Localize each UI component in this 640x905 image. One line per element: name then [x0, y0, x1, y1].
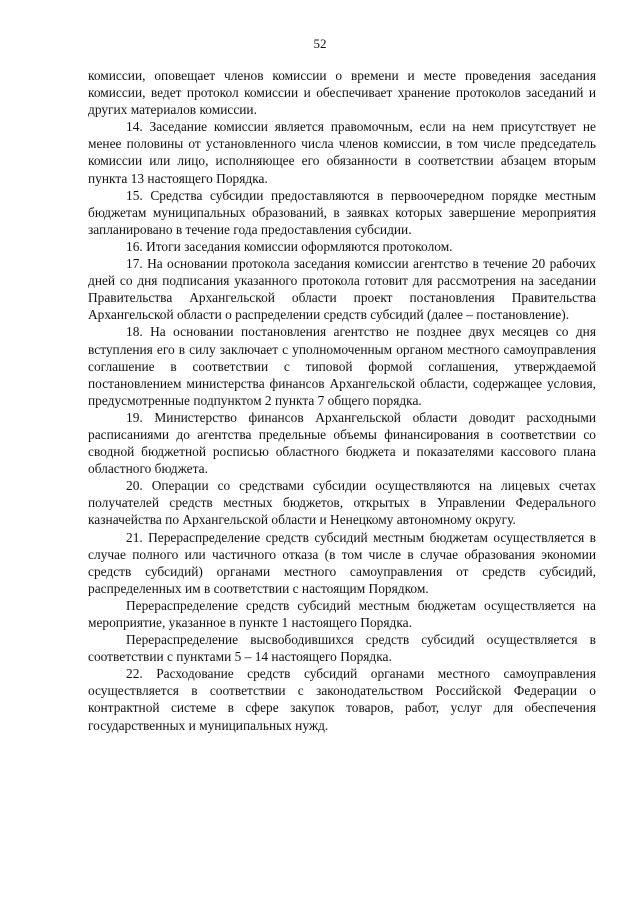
paragraph-21-part-3: Перераспределение высвободившихся средств субсидий осуществляется в соответствии с пунктами 5 – 14 настоящего Порядка.	[88, 632, 596, 665]
paragraph-18: 18. На основании постановления агентство не позднее двух месяцев со дня вступления его в силу заключает с уполномоченным органом местного самоуправления соглашение в соответствии с типовой формой соглашения, утверждаемой постановлением министерства финансов Архангельской области, содержащее условия, предусмотренные подпунктом 2 пункта 7 общего порядка.	[88, 324, 596, 408]
paragraph-17: 17. На основании протокола заседания комиссии агентство в течение 20 рабочих дней со дня подписания указанного протокола готовит для рассмотрения на заседании Правительства Архангельской области проект постановления Правительства Архангельской области о распределении средств субсидий (далее – постановление).	[88, 256, 596, 323]
paragraph-continuation: комиссии, оповещает членов комиссии о времени и месте проведения заседания комиссии, ведет протокол комиссии и обеспечивает хранение протоколов заседаний и других материалов комиссии.	[88, 68, 596, 118]
paragraph-22: 22. Расходование средств субсидий органами местного самоуправления осуществляется в соответствии с законодательством Российской Федерации о контрактной системе в сфере закупок товаров, работ, услуг для обеспечения государственных и муниципальных нужд.	[88, 666, 596, 733]
paragraph-20: 20. Операции со средствами субсидии осуществляются на лицевых счетах получателей средств местных бюджетов, открытых в Управлении Федерального казначейства по Архангельской области и Ненецкому автономному округу.	[88, 478, 596, 528]
paragraph-21-part-2: Перераспределение средств субсидий местным бюджетам осуществляется на мероприятие, указанное в пункте 1 настоящего Порядка.	[88, 597, 596, 630]
document-body	[88, 67, 596, 734]
paragraph-21: 21. Перераспределение средств субсидий местным бюджетам осуществляется в случае полного или частичного отказа (в том числе в случае образования экономии средств субсидий) органами местного самоуправления от средств субсидий, распределенных им в соответствии с настоящим Порядком.	[88, 529, 596, 596]
paragraph-14: 14. Заседание комиссии является правомочным, если на нем присутствует не менее половины от установленного числа членов комиссии, в том числе председатель комиссии или лицо, исполняющее его обязанности в соответствии абзацем вторым пункта 13 настоящего Порядка.	[88, 119, 596, 186]
paragraph-19: 19. Министерство финансов Архангельской области доводит расходными расписаниями до агентства предельные объемы финансирования в соответствии со сводной бюджетной росписью областного бюджета и показателями кассового плана областного бюджета.	[88, 409, 596, 477]
paragraph-15: 15. Средства субсидии предоставляются в первоочередном порядке местным бюджетам муниципальных образований, в заявках которых завершение мероприятия запланировано в течение года предоставления субсидии.	[88, 187, 596, 237]
paragraph-16: 16. Итоги заседания комиссии оформляются протоколом.	[126, 238, 453, 254]
page-number: 52	[313, 36, 327, 51]
